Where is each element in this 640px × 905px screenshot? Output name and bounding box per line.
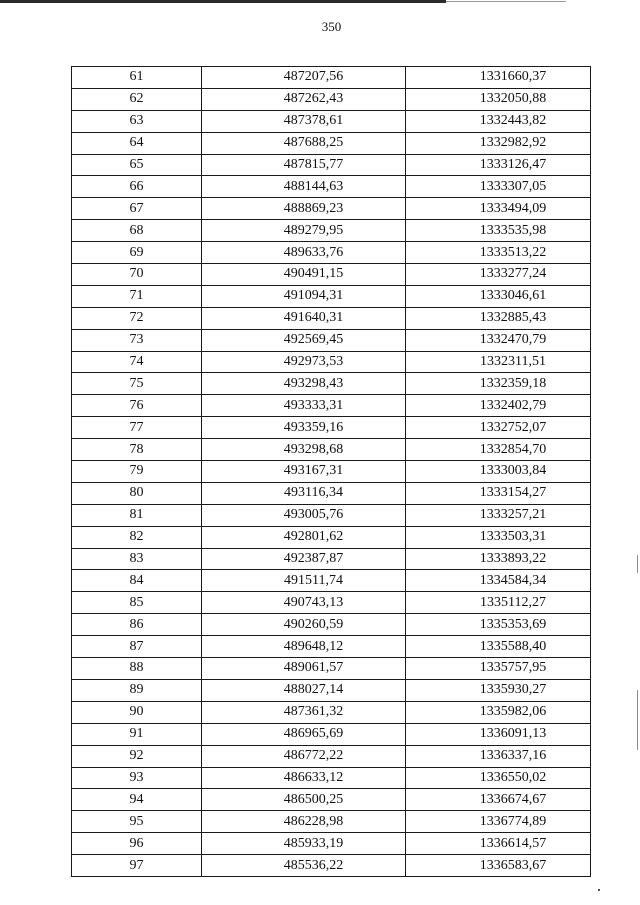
- y-coordinate-cell-text: 1336091,13: [479, 726, 547, 742]
- point-number-cell: [72, 679, 202, 701]
- y-coordinate-cell: [406, 855, 591, 877]
- table-row: [72, 154, 591, 176]
- scan-dot-mark: [598, 889, 600, 891]
- x-coordinate-cell: [202, 833, 406, 855]
- point-number-cell-text: 67: [129, 200, 144, 216]
- y-coordinate-cell-text: 1332050,88: [479, 91, 547, 107]
- point-number-cell-text: 73: [129, 332, 144, 348]
- y-coordinate-cell: [406, 745, 591, 767]
- y-coordinate-cell: [406, 570, 591, 592]
- table-row: [72, 176, 591, 198]
- point-number-cell: [72, 307, 202, 329]
- x-coordinate-cell-text: 491640,31: [283, 310, 344, 326]
- x-coordinate-cell-text: 486500,25: [283, 791, 344, 807]
- x-coordinate-cell-text: 491094,31: [283, 288, 344, 304]
- page-number: 350: [321, 19, 342, 34]
- x-coordinate-cell-text: 492801,62: [283, 529, 344, 545]
- point-number-cell-text: 69: [129, 244, 144, 260]
- point-number-cell: [72, 373, 202, 395]
- y-coordinate-cell-text: 1333535,98: [479, 222, 547, 238]
- x-coordinate-cell: [202, 154, 406, 176]
- x-coordinate-cell: [202, 504, 406, 526]
- point-number-cell-text: 77: [129, 419, 144, 435]
- point-number-cell: [72, 198, 202, 220]
- x-coordinate-cell: [202, 701, 406, 723]
- point-number-cell-text: 81: [129, 507, 144, 523]
- table-row: [72, 439, 591, 461]
- table-row: [72, 811, 591, 833]
- y-coordinate-cell: [406, 461, 591, 483]
- x-coordinate-cell-text: 493116,34: [284, 485, 343, 501]
- x-coordinate-cell: [202, 176, 406, 198]
- point-number-cell: [72, 67, 202, 89]
- y-coordinate-cell: [406, 504, 591, 526]
- point-number-cell-text: 70: [129, 266, 144, 282]
- y-coordinate-cell-text: 1333277,24: [479, 266, 547, 282]
- x-coordinate-cell-text: 486772,22: [283, 748, 344, 764]
- x-coordinate-cell-text: 493298,68: [283, 441, 344, 457]
- y-coordinate-cell: [406, 132, 591, 154]
- point-number-cell: [72, 745, 202, 767]
- y-coordinate-cell: [406, 548, 591, 570]
- y-coordinate-cell-text: 1333003,84: [479, 463, 547, 479]
- x-coordinate-cell: [202, 482, 406, 504]
- y-coordinate-cell-text: 1336550,02: [479, 769, 547, 785]
- point-number-cell: [72, 242, 202, 264]
- y-coordinate-cell-text: 1333307,05: [479, 178, 547, 194]
- point-number-cell-text: 89: [129, 682, 144, 698]
- y-coordinate-cell: [406, 482, 591, 504]
- y-coordinate-cell-text: 1332402,79: [479, 397, 547, 413]
- y-coordinate-cell: [406, 88, 591, 110]
- point-number-cell: [72, 658, 202, 680]
- x-coordinate-cell-text: 492973,53: [283, 354, 344, 370]
- x-coordinate-cell-text: 488027,14: [283, 682, 344, 698]
- x-coordinate-cell-text: 493005,76: [283, 507, 344, 523]
- coordinates-table-body: [72, 67, 591, 877]
- scan-edge-mark: [637, 690, 638, 750]
- y-coordinate-cell: [406, 395, 591, 417]
- point-number-cell-text: 84: [129, 572, 144, 588]
- y-coordinate-cell: [406, 701, 591, 723]
- x-coordinate-cell-text: 489061,57: [283, 660, 344, 676]
- x-coordinate-cell: [202, 679, 406, 701]
- point-number-cell: [72, 482, 202, 504]
- y-coordinate-cell-text: 1332752,07: [479, 419, 547, 435]
- x-coordinate-cell: [202, 658, 406, 680]
- x-coordinate-cell: [202, 614, 406, 636]
- y-coordinate-cell-text: 1332854,70: [479, 441, 547, 457]
- x-coordinate-cell: [202, 767, 406, 789]
- y-coordinate-cell: [406, 329, 591, 351]
- x-coordinate-cell-text: 487361,32: [283, 704, 344, 720]
- y-coordinate-cell-text: 1335930,27: [479, 682, 547, 698]
- point-number-cell-text: 95: [129, 813, 144, 829]
- y-coordinate-cell-text: 1333494,09: [479, 200, 547, 216]
- y-coordinate-cell: [406, 285, 591, 307]
- table-row: [72, 88, 591, 110]
- table-row: [72, 351, 591, 373]
- point-number-cell-text: 61: [129, 69, 144, 85]
- x-coordinate-cell-text: 487207,56: [283, 69, 344, 85]
- table-row: [72, 548, 591, 570]
- x-coordinate-cell: [202, 110, 406, 132]
- point-number-cell: [72, 548, 202, 570]
- point-number-cell-text: 68: [129, 222, 144, 238]
- point-number-cell: [72, 767, 202, 789]
- x-coordinate-cell: [202, 242, 406, 264]
- point-number-cell-text: 71: [129, 288, 144, 304]
- x-coordinate-cell: [202, 855, 406, 877]
- x-coordinate-cell-text: 486228,98: [283, 813, 344, 829]
- top-border-rule: [0, 0, 446, 3]
- point-number-cell: [72, 701, 202, 723]
- point-number-cell: [72, 264, 202, 286]
- table-row: [72, 526, 591, 548]
- y-coordinate-cell-text: 1335353,69: [479, 616, 547, 632]
- x-coordinate-cell: [202, 417, 406, 439]
- y-coordinate-cell: [406, 833, 591, 855]
- y-coordinate-cell-text: 1336774,89: [479, 813, 547, 829]
- x-coordinate-cell-text: 493333,31: [283, 397, 344, 413]
- y-coordinate-cell-text: 1333893,22: [479, 551, 547, 567]
- point-number-cell: [72, 614, 202, 636]
- top-border-rule-thin: [446, 1, 566, 2]
- point-number-cell-text: 78: [129, 441, 144, 457]
- point-number-cell: [72, 592, 202, 614]
- table-row: [72, 373, 591, 395]
- y-coordinate-cell: [406, 242, 591, 264]
- x-coordinate-cell: [202, 329, 406, 351]
- y-coordinate-cell-text: 1335757,95: [479, 660, 547, 676]
- x-coordinate-cell-text: 485536,22: [283, 857, 344, 873]
- point-number-cell: [72, 285, 202, 307]
- x-coordinate-cell: [202, 88, 406, 110]
- y-coordinate-cell-text: 1333503,31: [479, 529, 547, 545]
- x-coordinate-cell: [202, 570, 406, 592]
- table-row: [72, 592, 591, 614]
- point-number-cell: [72, 351, 202, 373]
- point-number-cell-text: 64: [129, 135, 144, 151]
- point-number-cell: [72, 110, 202, 132]
- point-number-cell: [72, 220, 202, 242]
- y-coordinate-cell: [406, 526, 591, 548]
- y-coordinate-cell: [406, 723, 591, 745]
- point-number-cell: [72, 833, 202, 855]
- x-coordinate-cell-text: 489633,76: [283, 244, 344, 260]
- x-coordinate-cell-text: 487815,77: [283, 157, 344, 172]
- y-coordinate-cell: [406, 789, 591, 811]
- point-number-cell-text: 66: [129, 178, 144, 194]
- x-coordinate-cell-text: 488144,63: [283, 178, 344, 194]
- y-coordinate-cell-text: 1331660,37: [479, 69, 547, 85]
- y-coordinate-cell: [406, 373, 591, 395]
- table-row: [72, 789, 591, 811]
- point-number-cell-text: 82: [129, 529, 144, 545]
- y-coordinate-cell: [406, 220, 591, 242]
- point-number-cell: [72, 88, 202, 110]
- coordinates-table: [71, 66, 591, 877]
- y-coordinate-cell-text: 1335112,27: [480, 594, 546, 610]
- point-number-cell: [72, 395, 202, 417]
- x-coordinate-cell-text: 488869,23: [283, 200, 344, 216]
- table-row: [72, 723, 591, 745]
- point-number-cell: [72, 570, 202, 592]
- x-coordinate-cell: [202, 307, 406, 329]
- x-coordinate-cell-text: 487688,25: [283, 135, 344, 151]
- x-coordinate-cell-text: 493167,31: [283, 463, 344, 479]
- point-number-cell-text: 83: [129, 551, 144, 567]
- y-coordinate-cell: [406, 176, 591, 198]
- point-number-cell-text: 86: [129, 616, 144, 632]
- y-coordinate-cell-text: 1333257,21: [479, 507, 547, 523]
- y-coordinate-cell-text: 1332885,43: [479, 310, 547, 326]
- y-coordinate-cell: [406, 614, 591, 636]
- point-number-cell-text: 92: [129, 748, 144, 764]
- table-row: [72, 658, 591, 680]
- point-number-cell-text: 96: [129, 835, 144, 851]
- table-row: [72, 482, 591, 504]
- point-number-cell-text: 74: [129, 354, 144, 370]
- x-coordinate-cell: [202, 67, 406, 89]
- point-number-cell: [72, 855, 202, 877]
- x-coordinate-cell-text: 493359,16: [283, 419, 344, 435]
- point-number-cell-text: 85: [129, 594, 144, 610]
- point-number-cell: [72, 789, 202, 811]
- x-coordinate-cell-text: 485933,19: [283, 835, 344, 851]
- point-number-cell-text: 72: [129, 310, 144, 326]
- x-coordinate-cell-text: 487262,43: [283, 91, 344, 107]
- table-row: [72, 679, 591, 701]
- table-row: [72, 570, 591, 592]
- table-row: [72, 767, 591, 789]
- y-coordinate-cell: [406, 264, 591, 286]
- x-coordinate-cell: [202, 811, 406, 833]
- point-number-cell-text: 97: [129, 857, 144, 873]
- y-coordinate-cell-text: 1336674,67: [479, 791, 547, 807]
- point-number-cell-text: 87: [129, 638, 144, 654]
- y-coordinate-cell: [406, 351, 591, 373]
- x-coordinate-cell: [202, 789, 406, 811]
- x-coordinate-cell-text: 490260,59: [283, 616, 344, 632]
- table-row: [72, 504, 591, 526]
- y-coordinate-cell-text: 1332443,82: [479, 113, 547, 129]
- y-coordinate-cell: [406, 592, 591, 614]
- table-row: [72, 636, 591, 658]
- x-coordinate-cell-text: 493298,43: [283, 375, 344, 391]
- x-coordinate-cell-text: 490743,13: [283, 594, 344, 610]
- y-coordinate-cell-text: 1334584,34: [479, 572, 547, 588]
- x-coordinate-cell: [202, 439, 406, 461]
- y-coordinate-cell-text: 1333126,47: [479, 157, 547, 172]
- x-coordinate-cell: [202, 285, 406, 307]
- point-number-cell-text: 94: [129, 791, 144, 807]
- y-coordinate-cell: [406, 811, 591, 833]
- point-number-cell-text: 76: [129, 397, 144, 413]
- y-coordinate-cell-text: 1336337,16: [479, 748, 547, 764]
- point-number-cell: [72, 329, 202, 351]
- point-number-cell: [72, 132, 202, 154]
- table-row: [72, 132, 591, 154]
- y-coordinate-cell-text: 1333046,61: [479, 288, 547, 304]
- table-row: [72, 461, 591, 483]
- point-number-cell-text: 91: [129, 726, 144, 742]
- point-number-cell-text: 80: [129, 485, 144, 501]
- y-coordinate-cell-text: 1332359,18: [479, 375, 547, 391]
- y-coordinate-cell: [406, 439, 591, 461]
- point-number-cell-text: 79: [129, 463, 144, 479]
- x-coordinate-cell-text: 492569,45: [283, 332, 344, 348]
- x-coordinate-cell-text: 487378,61: [283, 113, 344, 129]
- x-coordinate-cell: [202, 373, 406, 395]
- y-coordinate-cell-text: 1332982,92: [479, 135, 547, 151]
- y-coordinate-cell: [406, 67, 591, 89]
- point-number-cell: [72, 504, 202, 526]
- table-row: [72, 220, 591, 242]
- y-coordinate-cell-text: 1336583,67: [479, 857, 547, 873]
- y-coordinate-cell-text: 1335588,40: [479, 638, 547, 654]
- x-coordinate-cell: [202, 548, 406, 570]
- table-row: [72, 329, 591, 351]
- point-number-cell-text: 62: [129, 91, 144, 107]
- x-coordinate-cell-text: 489279,95: [283, 222, 344, 238]
- y-coordinate-cell-text: 1332470,79: [479, 332, 547, 348]
- y-coordinate-cell: [406, 307, 591, 329]
- point-number-cell: [72, 461, 202, 483]
- point-number-cell-text: 88: [129, 660, 144, 676]
- point-number-cell: [72, 526, 202, 548]
- y-coordinate-cell: [406, 658, 591, 680]
- x-coordinate-cell: [202, 723, 406, 745]
- y-coordinate-cell-text: 1336614,57: [479, 835, 547, 851]
- table-row: [72, 285, 591, 307]
- point-number-cell: [72, 176, 202, 198]
- y-coordinate-cell-text: 1332311,51: [480, 354, 546, 370]
- table-row: [72, 833, 591, 855]
- point-number-cell-text: 93: [129, 769, 144, 785]
- x-coordinate-cell: [202, 461, 406, 483]
- x-coordinate-cell: [202, 526, 406, 548]
- point-number-cell: [72, 154, 202, 176]
- table-row: [72, 110, 591, 132]
- scan-edge-mark: [637, 555, 638, 573]
- point-number-cell-text: 75: [129, 375, 144, 391]
- table-row: [72, 395, 591, 417]
- point-number-cell-text: 63: [129, 113, 144, 129]
- x-coordinate-cell: [202, 220, 406, 242]
- x-coordinate-cell: [202, 198, 406, 220]
- point-number-cell-text: 65: [129, 157, 144, 172]
- x-coordinate-cell: [202, 264, 406, 286]
- table-row: [72, 614, 591, 636]
- y-coordinate-cell: [406, 767, 591, 789]
- y-coordinate-cell-text: 1333154,27: [479, 485, 547, 501]
- x-coordinate-cell: [202, 745, 406, 767]
- x-coordinate-cell: [202, 636, 406, 658]
- table-row: [72, 67, 591, 89]
- table-row: [72, 242, 591, 264]
- x-coordinate-cell-text: 491511,74: [284, 572, 343, 588]
- table-row: [72, 417, 591, 439]
- x-coordinate-cell-text: 489648,12: [283, 638, 344, 654]
- x-coordinate-cell: [202, 132, 406, 154]
- table-row: [72, 855, 591, 877]
- table-row: [72, 264, 591, 286]
- point-number-cell: [72, 811, 202, 833]
- y-coordinate-cell: [406, 110, 591, 132]
- table-row: [72, 701, 591, 723]
- y-coordinate-cell-text: 1333513,22: [479, 244, 547, 260]
- x-coordinate-cell: [202, 592, 406, 614]
- table-row: [72, 307, 591, 329]
- x-coordinate-cell-text: 486633,12: [283, 769, 344, 785]
- y-coordinate-cell: [406, 198, 591, 220]
- point-number-cell-text: 90: [129, 704, 144, 720]
- y-coordinate-cell: [406, 636, 591, 658]
- table-row: [72, 745, 591, 767]
- y-coordinate-cell: [406, 679, 591, 701]
- table-row: [72, 198, 591, 220]
- y-coordinate-cell: [406, 417, 591, 439]
- point-number-cell: [72, 636, 202, 658]
- y-coordinate-cell-text: 1335982,06: [479, 704, 547, 720]
- x-coordinate-cell-text: 486965,69: [283, 726, 344, 742]
- x-coordinate-cell: [202, 351, 406, 373]
- x-coordinate-cell: [202, 395, 406, 417]
- y-coordinate-cell: [406, 154, 591, 176]
- x-coordinate-cell-text: 492387,87: [283, 551, 344, 567]
- point-number-cell: [72, 417, 202, 439]
- point-number-cell: [72, 723, 202, 745]
- point-number-cell: [72, 439, 202, 461]
- x-coordinate-cell-text: 490491,15: [283, 266, 344, 282]
